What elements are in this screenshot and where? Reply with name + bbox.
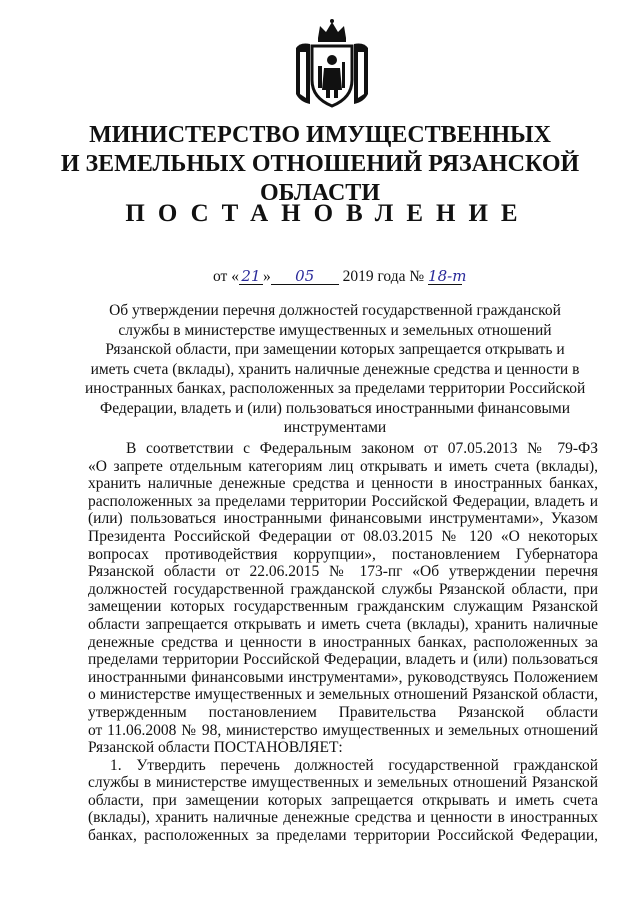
body-line: службы в министерстве имущественных и земельных отношений Рязанской bbox=[88, 774, 598, 792]
body-line: хранить наличные денежные средства и ценности в иностранных банках, bbox=[88, 475, 598, 493]
ministry-title-line2: И ЗЕМЕЛЬНЫХ ОТНОШЕНИЙ РЯЗАНСКОЙ ОБЛАСТИ bbox=[60, 151, 580, 206]
body-line: В соответствии с Федеральным законом от 07.05.2013 № 79-ФЗ bbox=[126, 440, 598, 457]
body-line: замещении которых государственным гражданским служащим Рязанской bbox=[88, 598, 598, 616]
document-body bbox=[88, 440, 598, 845]
body-line: о министерстве имущественных и земельных отношений Рязанской области, bbox=[88, 686, 598, 704]
date-prefix: от « bbox=[213, 268, 239, 285]
subject-line: иметь счета (вклады), хранить наличные денежные средства и ценности в bbox=[90, 360, 580, 378]
date-number-line bbox=[213, 267, 467, 286]
body-line: «О запрете отдельным категориям лиц открывать и иметь счета (вклады), bbox=[88, 457, 598, 475]
body-line: от 11.06.2008 № 98, министерство имущественных и земельных отношений bbox=[88, 721, 598, 739]
body-line: 1. Утвердить перечень должностей государственной гражданской bbox=[110, 756, 598, 774]
body-line: Президента Российской Федерации от 08.03.2015 № 120 «О некоторых bbox=[88, 527, 598, 545]
date-mid: » bbox=[262, 268, 271, 285]
subject-line: Об утверждении перечня должностей государственной гражданской bbox=[109, 302, 561, 319]
body-line: Рязанской области от 22.06.2015 № 173-пг «Об утверждении перечня bbox=[88, 563, 598, 581]
body-line: вопросах противодействия коррупции», постановлением Губернатора bbox=[88, 545, 598, 563]
subject-line: Рязанской области, при замещении которых запрещается открывать и bbox=[105, 341, 565, 358]
handwritten-month: 05 bbox=[271, 268, 339, 285]
document-subject bbox=[85, 301, 585, 438]
body-line: банках, расположенных за пределами территории Российской Федерации, bbox=[88, 827, 598, 845]
subject-line: инструментами bbox=[283, 419, 387, 436]
document-type-heading: ПОСТАНОВЛЕНИЕ bbox=[125, 200, 531, 227]
body-line: области запрещается открывать и иметь счета (вклады), хранить наличные bbox=[88, 615, 598, 633]
body-line: (или) пользоваться иностранными финансовыми инструментами», Указом bbox=[88, 510, 598, 528]
subject-line: Федерации, владеть и (или) пользоваться иностранными финансовыми bbox=[99, 399, 571, 417]
body-line: расположенных за пределами территории Российской Федерации, владеть и bbox=[88, 492, 598, 510]
coat-of-arms-emblem bbox=[290, 18, 374, 110]
body-line: иностранными финансовыми инструментами», руководствуясь Положением bbox=[88, 668, 598, 686]
handwritten-day: 21 bbox=[239, 268, 263, 285]
body-line: области, при замещении которых запрещается открывать и иметь счета bbox=[88, 791, 598, 809]
body-line: денежные средства и ценности в иностранных банках, расположенных за bbox=[88, 633, 598, 651]
handwritten-number: 18-т bbox=[428, 267, 467, 285]
body-line: Рязанской области ПОСТАНОВЛЯЕТ: bbox=[88, 739, 343, 757]
body-line: пределами территории Российской Федерации, владеть и (или) пользоваться bbox=[88, 651, 598, 669]
subject-line: службы в министерстве имущественных и земельных отношений bbox=[118, 321, 552, 339]
body-line: (вклады), хранить наличные денежные средства и ценности в иностранных bbox=[88, 809, 598, 827]
ministry-title-line1: МИНИСТЕРСТВО ИМУЩЕСТВЕННЫХ bbox=[89, 122, 551, 148]
year-and-number-label: 2019 года № bbox=[342, 268, 425, 285]
body-line: утвержденным постановлением Правительства Рязанской области bbox=[88, 703, 598, 721]
body-line: должностей государственной гражданской службы Рязанской области, при bbox=[88, 580, 598, 598]
subject-line: иностранных банках, расположенных за пределами территории Российской bbox=[85, 380, 586, 397]
